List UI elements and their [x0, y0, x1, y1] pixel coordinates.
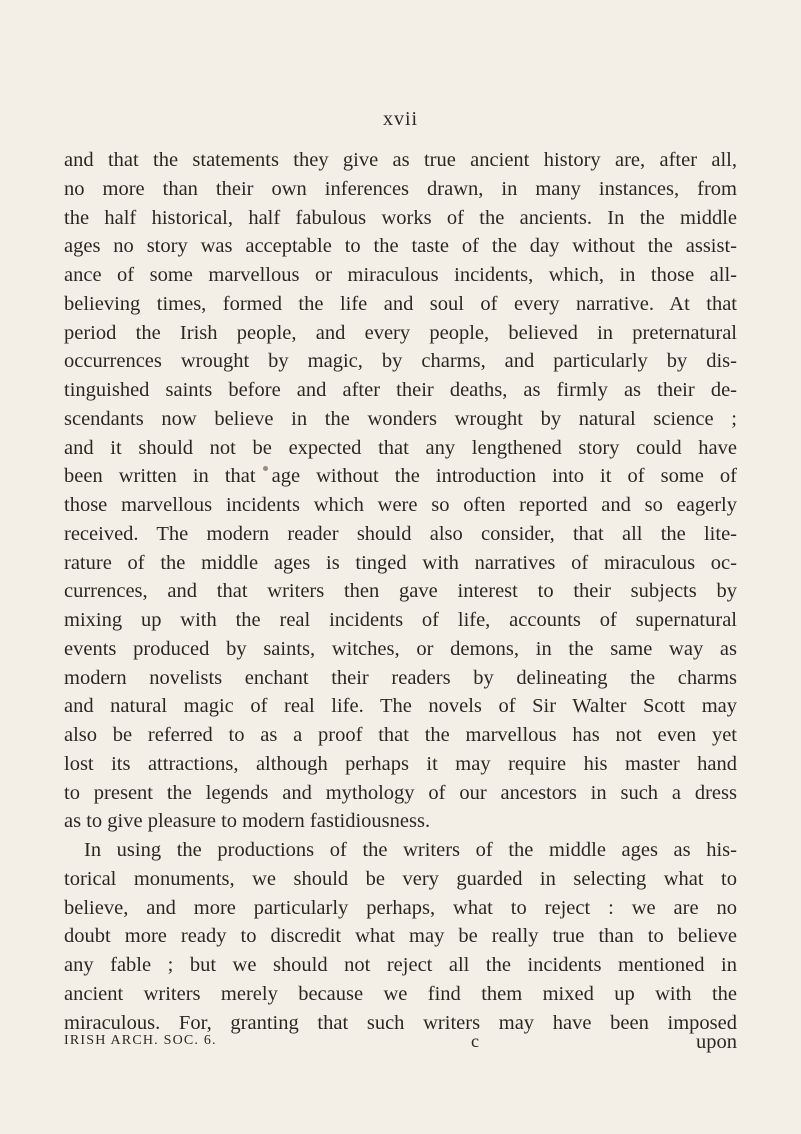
text-line: rature of the middle ages is tinged with narratives of miraculous oc- [64, 551, 737, 574]
text-line: occurrences wrought by magic, by charms, and particularly by dis- [64, 350, 737, 373]
text-line: ance of some marvellous or miraculous incidents, which, in those all- [64, 264, 737, 286]
text-line: tinguished saints before and after their deaths, as firmly as their de- [64, 379, 737, 401]
text-line: lost its attractions, although perhaps it may require his master hand [64, 752, 737, 775]
text-line: any fable ; but we should not reject all the incidents mentioned in [64, 954, 737, 976]
text-line: and that the statements they give as true ancient history are, after all, [64, 149, 737, 171]
text-line: also be referred to as a proof that the marvellous has not even yet [64, 724, 737, 746]
text-line: and natural magic of real life. The novels of Sir Walter Scott may [64, 695, 737, 718]
paragraph-start-line: In using the productions of the writers of the middle ages as his- [84, 839, 737, 861]
text-line: those marvellous incidents which were so often reported and so eagerly [64, 494, 737, 516]
text-line: received. The modern reader should also consider, that all the lite- [64, 522, 737, 545]
text-line: events produced by saints, witches, or demons, in the same way as [64, 637, 737, 660]
text-line: torical monuments, we should be very guarded in selecting what to [64, 867, 737, 890]
page-footer [64, 1031, 737, 1059]
page-number: xvii [382, 108, 419, 130]
text-line: ages no story was acceptable to the taste of the day without the assist- [64, 235, 737, 258]
text-line: ancient writers merely because we find them mixed up with the [64, 982, 737, 1005]
text-line: believing times, formed the life and soul of every narrative. At that [64, 292, 737, 315]
text-line: mixing up with the real incidents of life, accounts of supernatural [64, 609, 737, 631]
text-line: the half historical, half fabulous works of the ancients. In the middle [64, 206, 737, 229]
signature-line: IRISH ARCH. SOC. 6. [64, 1033, 217, 1048]
text-line: currences, and that writers then gave interest to their subjects by [64, 580, 737, 603]
text-line: to present the legends and mythology of our ancestors in such a dress [64, 781, 737, 804]
signature-mark: c [471, 1031, 479, 1051]
text-line: modern novelists enchant their readers by delineating the charms [64, 666, 737, 689]
text-line: period the Irish people, and every people, believed in preternatural [64, 321, 737, 344]
text-line: believe, and more particularly perhaps, what to reject : we are no [64, 896, 737, 919]
text-line: been written in that age without the introduction into it of some of [64, 465, 737, 488]
text-line: doubt more ready to discredit what may be really true than to believe [64, 925, 737, 948]
text-line: miraculous. For, granting that such writers may have been imposed [64, 1011, 737, 1034]
paragraph-end-line: as to give pleasure to modern fastidiousness. [64, 810, 431, 833]
catchword: upon [696, 1031, 737, 1053]
text-line: scendants now believe in the wonders wrought by natural science ; [64, 407, 737, 430]
body-text [64, 146, 737, 1037]
text-line: no more than their own inferences drawn, in many instances, from [64, 177, 737, 200]
text-line: and it should not be expected that any lengthened story could have [64, 436, 737, 459]
